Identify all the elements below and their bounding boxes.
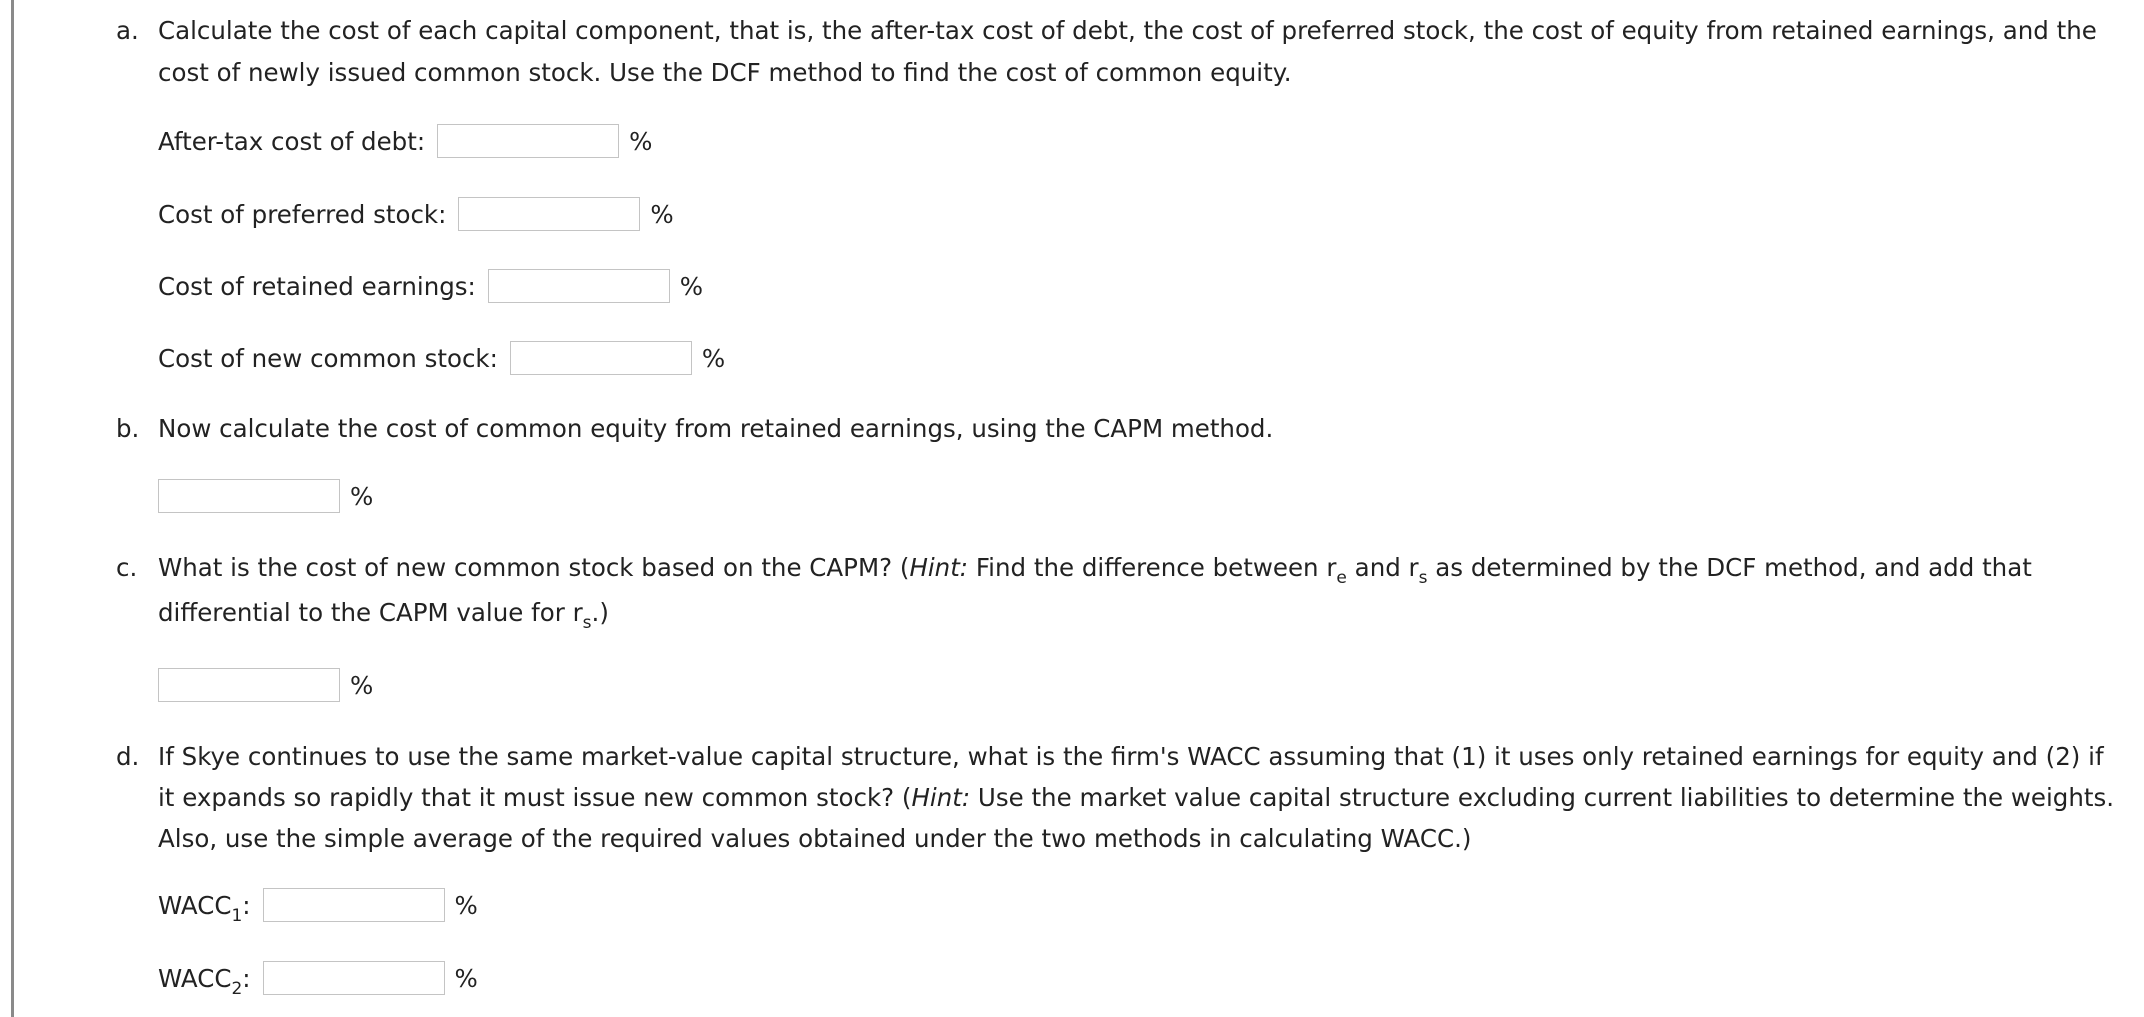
hint-label: Hint: xyxy=(911,783,971,812)
percent-unit: % xyxy=(650,199,674,229)
question-b xyxy=(116,408,1273,449)
wacc2-row xyxy=(158,958,478,998)
question-a-letter: a. xyxy=(116,16,139,45)
capm-cost-of-equity-row xyxy=(158,476,373,516)
wacc1-input[interactable] xyxy=(263,888,445,922)
question-c-line2-text-b: .) xyxy=(591,598,609,627)
wacc1-row xyxy=(158,885,478,925)
percent-unit: % xyxy=(350,481,374,511)
wacc1-label-main: WACC xyxy=(158,890,232,920)
wacc1-label-sub: 1 xyxy=(231,905,243,926)
question-c-letter: c. xyxy=(116,553,138,582)
percent-unit: % xyxy=(454,890,478,920)
question-c-text-a: What is the cost of new common stock based on the CAPM? ( xyxy=(158,553,910,582)
cost-of-retained-earnings-row xyxy=(158,266,703,306)
cost-of-retained-earnings-input[interactable] xyxy=(488,269,670,303)
wacc1-label xyxy=(158,890,251,926)
hint-label: Hint: xyxy=(909,553,969,582)
question-b-text: Now calculate the cost of common equity from retained earnings, using the CAPM method. xyxy=(158,414,1274,443)
percent-unit: % xyxy=(701,343,726,373)
question-d-letter: d. xyxy=(116,742,140,771)
capm-cost-of-equity-input[interactable] xyxy=(158,479,340,513)
question-d-text-line1: If Skye continues to use the same market-value capital structure, what is the firm's WACC assuming that (1) it uses only retained earnings for equity and (2) if xyxy=(158,742,2104,771)
question-d-line2-text-a: it expands so rapidly that it must issue new common stock? ( xyxy=(158,783,912,812)
question-a xyxy=(116,10,2097,51)
subscript-e: e xyxy=(1336,568,1347,588)
cost-of-new-common-stock-input[interactable] xyxy=(510,341,692,375)
question-c-text-d: as determined by the DCF method, and add that xyxy=(1427,553,2032,582)
after-tax-cost-of-debt-row xyxy=(158,121,652,161)
subscript-s: s xyxy=(1418,568,1428,588)
wacc2-label xyxy=(158,963,251,999)
question-a-text-line1: Calculate the cost of each capital component, that is, the after-tax cost of debt, the cost of preferred stock, the cost of equity from retained earnings, and the xyxy=(158,16,2097,45)
percent-unit: % xyxy=(454,963,478,993)
question-c xyxy=(116,547,2032,592)
question-c-line2-text-a: differential to the CAPM value for r xyxy=(158,598,583,627)
question-b-letter: b. xyxy=(116,414,140,443)
wacc2-label-colon: : xyxy=(242,963,251,993)
percent-unit: % xyxy=(629,126,653,156)
wacc1-label-colon: : xyxy=(242,890,251,920)
wacc2-label-sub: 2 xyxy=(231,978,243,999)
question-d-line2 xyxy=(158,777,2114,818)
cost-of-new-common-stock-label: Cost of new common stock: xyxy=(158,343,498,373)
percent-unit: % xyxy=(350,670,374,700)
capm-cost-of-new-stock-input[interactable] xyxy=(158,668,340,702)
after-tax-cost-of-debt-input[interactable] xyxy=(437,124,619,158)
after-tax-cost-of-debt-label: After-tax cost of debt: xyxy=(158,126,426,156)
cost-of-preferred-stock-label: Cost of preferred stock: xyxy=(158,199,447,229)
question-c-text-b: Find the difference between r xyxy=(968,553,1337,582)
question-c-text-c: and r xyxy=(1346,553,1419,582)
wacc2-label-main: WACC xyxy=(158,963,232,993)
percent-unit: % xyxy=(679,271,704,301)
question-a-text-line2: cost of newly issued common stock. Use the DCF method to find the cost of common equity. xyxy=(158,58,1292,87)
cost-of-preferred-stock-row xyxy=(158,194,674,234)
subscript-s: s xyxy=(582,613,592,633)
question-d xyxy=(116,736,2104,777)
wacc2-input[interactable] xyxy=(263,961,445,995)
question-c-line2 xyxy=(158,592,609,637)
capm-cost-of-new-stock-row xyxy=(158,665,373,705)
cost-of-new-common-stock-row xyxy=(158,338,725,378)
question-d-line2-text-b: Use the market value capital structure excluding current liabilities to determine the weights. xyxy=(970,783,2115,812)
cost-of-retained-earnings-label: Cost of retained earnings: xyxy=(158,271,476,301)
question-d-text-line3: Also, use the simple average of the required values obtained under the two methods in calculating WACC.) xyxy=(158,824,1472,853)
cost-of-preferred-stock-input[interactable] xyxy=(458,197,640,231)
left-border xyxy=(11,0,14,1017)
